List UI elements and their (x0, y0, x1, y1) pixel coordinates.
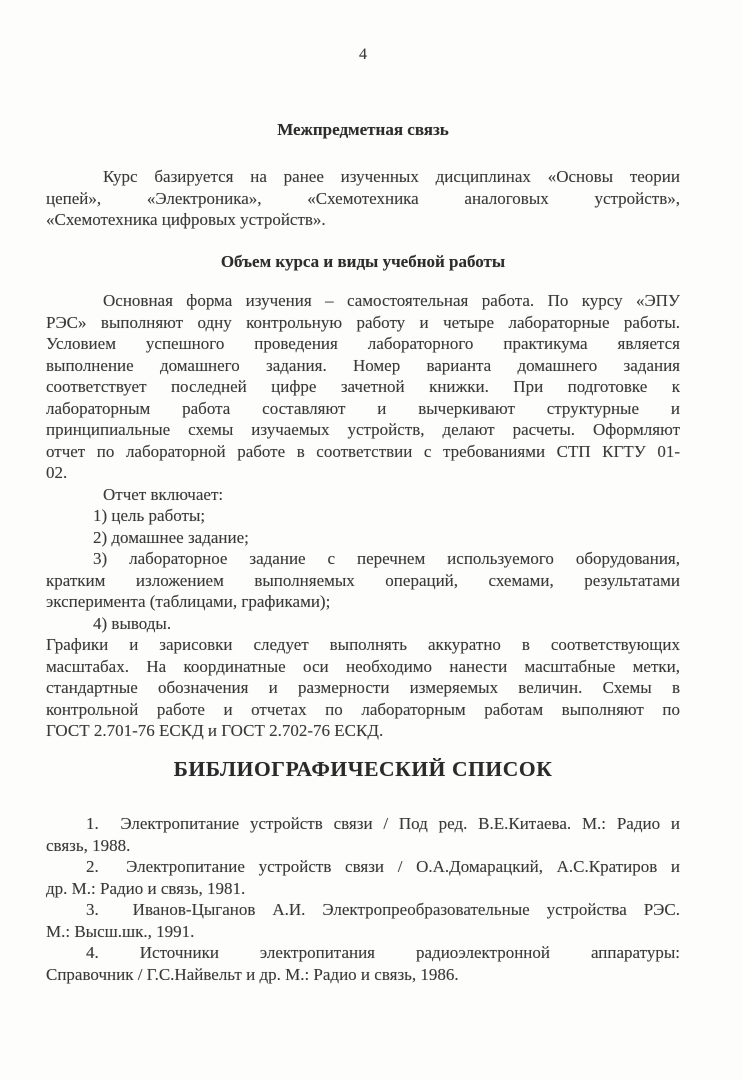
text-line: М.: Высш.шк., 1991. (46, 921, 195, 941)
text-line: 4. Источники электропитания радиоэлектронной аппаратуры: (86, 943, 680, 962)
text-line: Условием успешного проведения лабораторного практикума является (46, 334, 680, 353)
text-line: РЭС» выполняют одну контрольную работу и четыре лабораторные работы. (46, 312, 680, 332)
text-line: эксперимента (таблицами, графиками); (46, 592, 331, 611)
section-heading-interdisciplinary: Межпредметная связь (277, 120, 449, 139)
text-line: масштабах. На координатные оси необходимо нанести масштабные метки, (46, 656, 680, 676)
text-line: 4) выводы. (93, 613, 172, 633)
bibliography-item-3 (46, 899, 680, 942)
text-line: стандартные обозначения и размерности измеряемых величин. Схемы в (46, 678, 680, 697)
bibliography-item-4 (46, 942, 680, 985)
text-line: др. М.: Радио и связь, 1981. (46, 878, 246, 898)
report-item-2 (46, 527, 680, 549)
interdisciplinary-paragraph (46, 166, 680, 231)
bibliography-section (46, 813, 680, 985)
section-heading-course-volume: Объем курса и виды учебной работы (220, 252, 506, 271)
text-line: ГОСТ 2.701-76 ЕСКД и ГОСТ 2.702-76 ЕСКД. (46, 721, 384, 740)
course-volume-paragraph (46, 290, 680, 484)
text-line: связь, 1988. (46, 835, 131, 855)
drawing-rules-paragraph (46, 634, 680, 742)
text-line: Основная форма изучения – самостоятельная работа. По курсу «ЭПУ (103, 291, 680, 310)
text-line: цепей», «Электроника», «Схемотехника аналоговых устройств», (46, 188, 680, 208)
text-line: 2) домашнее задание; (93, 527, 249, 547)
report-item-1 (46, 505, 680, 527)
interdisciplinary-section (46, 166, 680, 231)
text-line: Отчет включает: (103, 484, 224, 504)
report-intro (46, 484, 680, 506)
text-line: контрольной работе и отчетах по лабораторным работам выполняют по (46, 699, 680, 719)
text-line: 1) цель работы; (93, 506, 206, 525)
text-line: Курс базируется на ранее изученных дисциплинах «Основы теории (103, 167, 680, 186)
text-line: Графики и зарисовки следует выполнять аккуратно в соответствующих (46, 635, 680, 654)
text-line: выполнение домашнего задания. Номер варианта домашнего задания (46, 355, 680, 375)
text-line: 02. (46, 463, 68, 482)
report-item-3 (46, 548, 680, 613)
text-line: соответствует последней цифре зачетной книжки. При подготовке к (46, 377, 680, 396)
text-line: 3. Иванов-Цыганов А.И. Электропреобразовательные устройства РЭС. (86, 900, 680, 919)
text-line: 3) лабораторное задание с перечнем используемого оборудования, (93, 549, 680, 568)
text-line: 1. Электропитание устройств связи / Под ред. В.Е.Китаева. М.: Радио и (86, 814, 680, 833)
text-line: кратким изложением выполняемых операций, схемами, результатами (46, 570, 680, 590)
text-line: Справочник / Г.С.Найвельт и др. М.: Радио и связь, 1986. (46, 964, 459, 984)
text-line: лабораторным работа составляют и вычеркивают структурные и (46, 398, 680, 418)
course-volume-section (46, 290, 680, 742)
text-line: принципиальные схемы изучаемых устройств, делают расчеты. Оформляют (46, 420, 680, 439)
page-number: 4 (359, 46, 367, 63)
bibliography-item-2 (46, 856, 680, 899)
report-item-4 (46, 613, 680, 635)
text-line: отчет по лабораторной работе в соответствии с требованиями СТП КГТУ 01- (46, 441, 680, 461)
bibliography-item-1 (46, 813, 680, 856)
bibliography-heading: БИБЛИОГРАФИЧЕСКИЙ СПИСОК (173, 757, 553, 781)
text-line: 2. Электропитание устройств связи / О.А.Домарацкий, А.С.Кратиров и (86, 857, 680, 876)
text-line: «Схемотехника цифровых устройств». (46, 210, 326, 229)
